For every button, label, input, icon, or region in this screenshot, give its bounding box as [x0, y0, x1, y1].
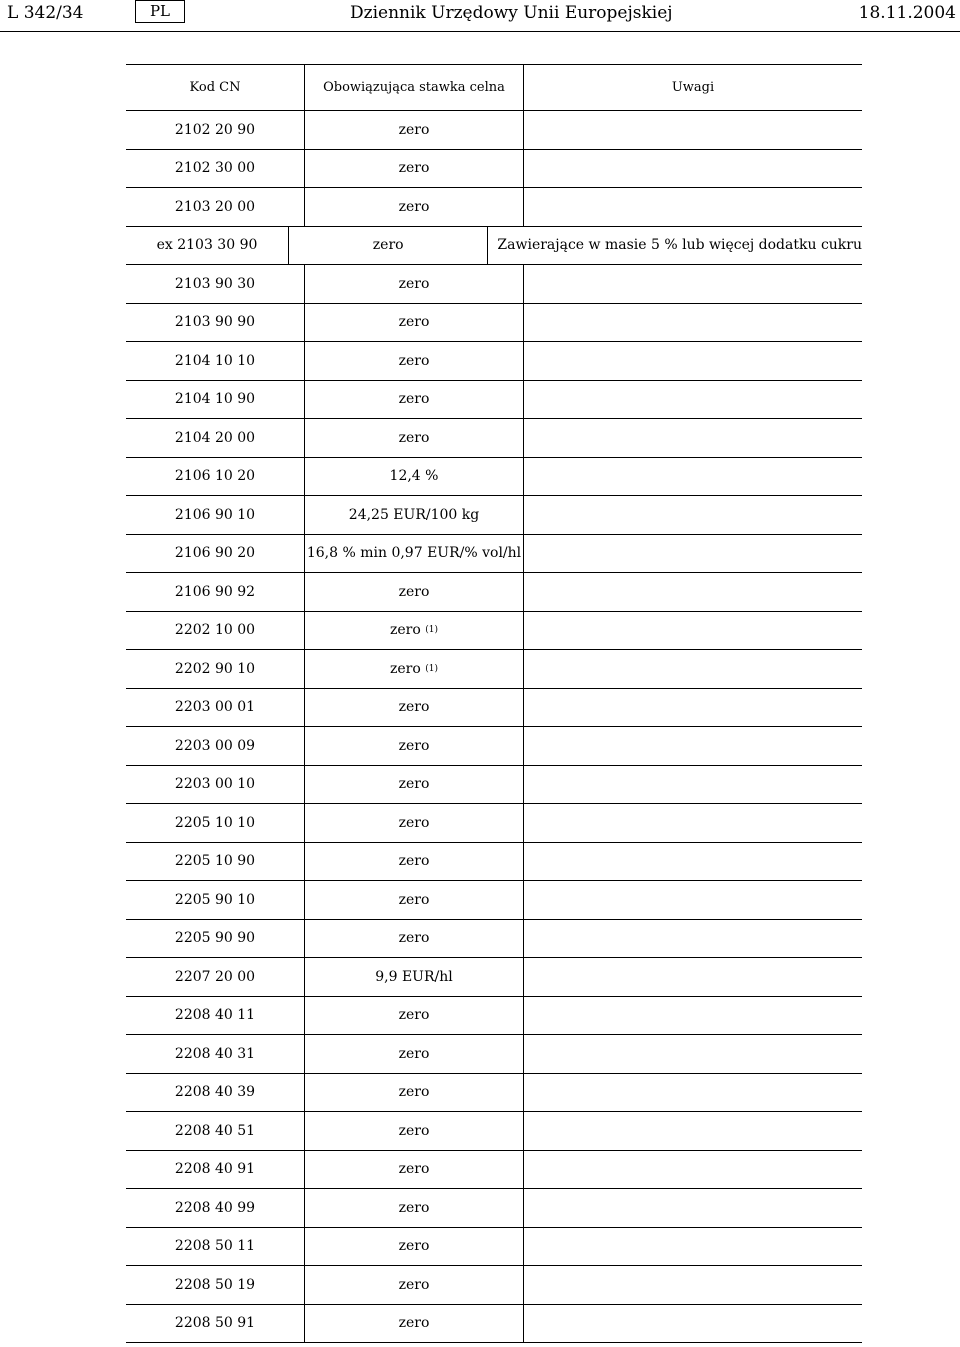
duty-rate-value: zero	[398, 1122, 430, 1139]
cn-code-cell: 2205 90 10	[126, 881, 305, 919]
notes-cell	[524, 304, 862, 342]
notes-cell	[524, 1074, 862, 1112]
duty-rate-value: zero	[398, 121, 430, 138]
notes-cell	[524, 1305, 862, 1343]
duty-rate-value: zero	[398, 1238, 430, 1255]
notes-cell	[524, 958, 862, 996]
cn-code-cell: 2208 50 19	[126, 1266, 305, 1304]
duty-rate-value: zero	[398, 814, 430, 831]
table-row	[126, 804, 862, 843]
cn-code-cell: 2208 40 11	[126, 997, 305, 1035]
page-reference: L 342/34	[7, 3, 84, 23]
duty-rate-cell	[305, 496, 524, 534]
table-row	[126, 535, 862, 574]
table-row	[126, 419, 862, 458]
duty-rate-value: zero	[398, 1199, 430, 1216]
duty-rate-value: zero	[398, 776, 430, 793]
table-row	[126, 150, 862, 189]
cn-code-cell: 2102 30 00	[126, 150, 305, 188]
duty-rate-cell	[305, 1189, 524, 1227]
duty-rate-value: 12,4 %	[389, 468, 439, 485]
journal-title: Dziennik Urzędowy Unii Europejskiej	[350, 3, 673, 23]
table-row	[126, 1112, 862, 1151]
cn-code-cell: 2207 20 00	[126, 958, 305, 996]
table-row	[126, 650, 862, 689]
notes-cell	[524, 1035, 862, 1073]
table-row	[126, 381, 862, 420]
page-header	[0, 0, 960, 30]
cn-code-cell: 2203 00 01	[126, 689, 305, 727]
duty-rate-value: 24,25 EUR/100 kg	[348, 506, 480, 523]
duty-rate-cell	[305, 804, 524, 842]
table-row	[126, 496, 862, 535]
notes-cell	[524, 381, 862, 419]
table-row	[126, 920, 862, 959]
language-badge: PL	[135, 0, 185, 23]
duty-rate-cell	[305, 766, 524, 804]
table-row	[126, 727, 862, 766]
duty-rate-value: zero	[398, 1084, 430, 1101]
duty-rate-cell	[305, 1151, 524, 1189]
notes-cell	[524, 419, 862, 457]
cn-code-cell: ex 2103 30 90	[126, 227, 289, 265]
table-row	[126, 304, 862, 343]
duty-rate-cell	[305, 1305, 524, 1343]
duty-rate-value: zero	[398, 198, 430, 215]
notes-cell	[524, 1266, 862, 1304]
column-header-rate: Obowiązująca stawka celna	[305, 65, 524, 110]
duty-rate-cell	[305, 419, 524, 457]
cn-code-cell: 2104 10 10	[126, 342, 305, 380]
duty-rate-value: zero	[398, 699, 430, 716]
duty-rate-cell	[305, 381, 524, 419]
notes-cell	[524, 689, 862, 727]
notes-cell	[524, 804, 862, 842]
duty-rate-cell	[305, 458, 524, 496]
duty-rate-value: zero	[398, 314, 430, 331]
duty-rate-value: 9,9 EUR/hl	[375, 968, 453, 985]
duty-rate-value: zero	[372, 237, 404, 254]
table-row	[126, 1189, 862, 1228]
duty-rate-cell	[289, 227, 488, 265]
duty-rate-cell	[305, 958, 524, 996]
duty-rate-value: zero	[398, 1045, 430, 1062]
table-row	[126, 997, 862, 1036]
notes-cell	[524, 612, 862, 650]
footnote-marker[interactable]: (1)	[425, 625, 438, 636]
duty-rate-value: zero	[398, 352, 430, 369]
tariff-table	[126, 64, 862, 1343]
cn-code-cell: 2202 90 10	[126, 650, 305, 688]
cn-code-cell: 2205 90 90	[126, 920, 305, 958]
table-row	[126, 689, 862, 728]
duty-rate-value: zero	[398, 1276, 430, 1293]
duty-rate-cell	[305, 843, 524, 881]
table-row	[126, 612, 862, 651]
cn-code-cell: 2205 10 10	[126, 804, 305, 842]
cn-code-cell: 2208 40 31	[126, 1035, 305, 1073]
cn-code-cell: 2208 40 99	[126, 1189, 305, 1227]
cn-code-cell: 2203 00 10	[126, 766, 305, 804]
notes-cell	[524, 920, 862, 958]
table-row	[126, 843, 862, 882]
duty-rate-cell	[305, 997, 524, 1035]
table-row	[126, 766, 862, 805]
duty-rate-cell	[305, 1112, 524, 1150]
duty-rate-cell	[305, 111, 524, 149]
duty-rate-value: zero	[398, 1161, 430, 1178]
cn-code-cell: 2208 40 51	[126, 1112, 305, 1150]
duty-rate-cell	[305, 188, 524, 226]
duty-rate-cell	[305, 265, 524, 303]
cn-code-cell: 2208 50 11	[126, 1228, 305, 1266]
notes-cell	[524, 843, 862, 881]
cn-code-cell: 2106 90 10	[126, 496, 305, 534]
cn-code-cell: 2203 00 09	[126, 727, 305, 765]
duty-rate-cell	[305, 573, 524, 611]
notes-cell: Zawierające w masie 5 % lub więcej dodatku cukru	[497, 237, 862, 254]
table-row	[126, 881, 862, 920]
cn-code-cell: 2104 20 00	[126, 419, 305, 457]
duty-rate-value: zero	[398, 275, 430, 292]
cn-code-cell: 2208 40 91	[126, 1151, 305, 1189]
cn-code-cell: 2106 10 20	[126, 458, 305, 496]
duty-rate-value: zero	[398, 160, 430, 177]
cn-code-cell: 2208 50 91	[126, 1305, 305, 1343]
notes-cell	[524, 573, 862, 611]
duty-rate-cell	[305, 650, 524, 688]
duty-rate-cell	[305, 1266, 524, 1304]
duty-rate-value: zero	[398, 930, 430, 947]
notes-cell	[524, 458, 862, 496]
table-header-row	[126, 65, 862, 111]
notes-cell	[524, 342, 862, 380]
notes-cell	[524, 150, 862, 188]
notes-cell	[524, 1189, 862, 1227]
duty-rate-cell	[305, 612, 524, 650]
column-header-code: Kod CN	[126, 65, 305, 110]
table-row	[126, 1266, 862, 1305]
cn-code-cell: 2104 10 90	[126, 381, 305, 419]
table-row	[126, 265, 862, 304]
table-row	[126, 1074, 862, 1113]
notes-cell	[524, 881, 862, 919]
cn-code-cell: 2103 20 00	[126, 188, 305, 226]
notes-cell	[524, 1151, 862, 1189]
duty-rate-cell	[305, 689, 524, 727]
duty-rate-value: zero	[390, 660, 421, 677]
notes-cell	[524, 997, 862, 1035]
duty-rate-value: zero	[398, 853, 430, 870]
duty-rate-cell	[305, 535, 524, 573]
cn-code-cell: 2103 90 30	[126, 265, 305, 303]
notes-cell	[524, 496, 862, 534]
duty-rate-cell	[305, 920, 524, 958]
table-row	[126, 111, 862, 150]
duty-rate-value: zero	[390, 622, 421, 639]
table-row	[126, 573, 862, 612]
duty-rate-value: zero	[398, 737, 430, 754]
notes-cell	[524, 727, 862, 765]
duty-rate-cell	[305, 304, 524, 342]
notes-cell	[524, 188, 862, 226]
cn-code-cell: 2102 20 90	[126, 111, 305, 149]
notes-cell	[524, 1228, 862, 1266]
duty-rate-cell	[305, 342, 524, 380]
duty-rate-cell	[305, 727, 524, 765]
table-row	[126, 227, 862, 266]
notes-cell	[524, 766, 862, 804]
duty-rate-cell	[305, 1035, 524, 1073]
duty-rate-value: zero	[398, 891, 430, 908]
notes-cell	[524, 111, 862, 149]
column-header-notes: Uwagi	[671, 80, 715, 95]
table-row	[126, 1305, 862, 1344]
cn-code-cell: 2205 10 90	[126, 843, 305, 881]
table-row	[126, 188, 862, 227]
table-row	[126, 458, 862, 497]
duty-rate-cell	[305, 1074, 524, 1112]
cn-code-cell: 2208 40 39	[126, 1074, 305, 1112]
table-row	[126, 958, 862, 997]
notes-cell	[524, 650, 862, 688]
duty-rate-cell	[305, 881, 524, 919]
duty-rate-value: zero	[398, 429, 430, 446]
notes-cell	[524, 265, 862, 303]
duty-rate-value: 16,8 % min 0,97 EUR/% vol/hl	[306, 545, 522, 562]
publication-date: 18.11.2004	[858, 3, 956, 23]
table-row	[126, 342, 862, 381]
duty-rate-value: zero	[398, 1315, 430, 1332]
notes-cell	[524, 535, 862, 573]
table-row	[126, 1035, 862, 1074]
cn-code-cell: 2202 10 00	[126, 612, 305, 650]
footnote-marker[interactable]: (1)	[425, 663, 438, 674]
duty-rate-cell	[305, 1228, 524, 1266]
duty-rate-cell	[305, 150, 524, 188]
duty-rate-value: zero	[398, 583, 430, 600]
notes-cell	[524, 1112, 862, 1150]
duty-rate-value: zero	[398, 1007, 430, 1024]
cn-code-cell: 2106 90 92	[126, 573, 305, 611]
duty-rate-value: zero	[398, 391, 430, 408]
table-row	[126, 1228, 862, 1267]
cn-code-cell: 2106 90 20	[126, 535, 305, 573]
header-rule	[0, 31, 960, 32]
table-row	[126, 1151, 862, 1190]
cn-code-cell: 2103 90 90	[126, 304, 305, 342]
